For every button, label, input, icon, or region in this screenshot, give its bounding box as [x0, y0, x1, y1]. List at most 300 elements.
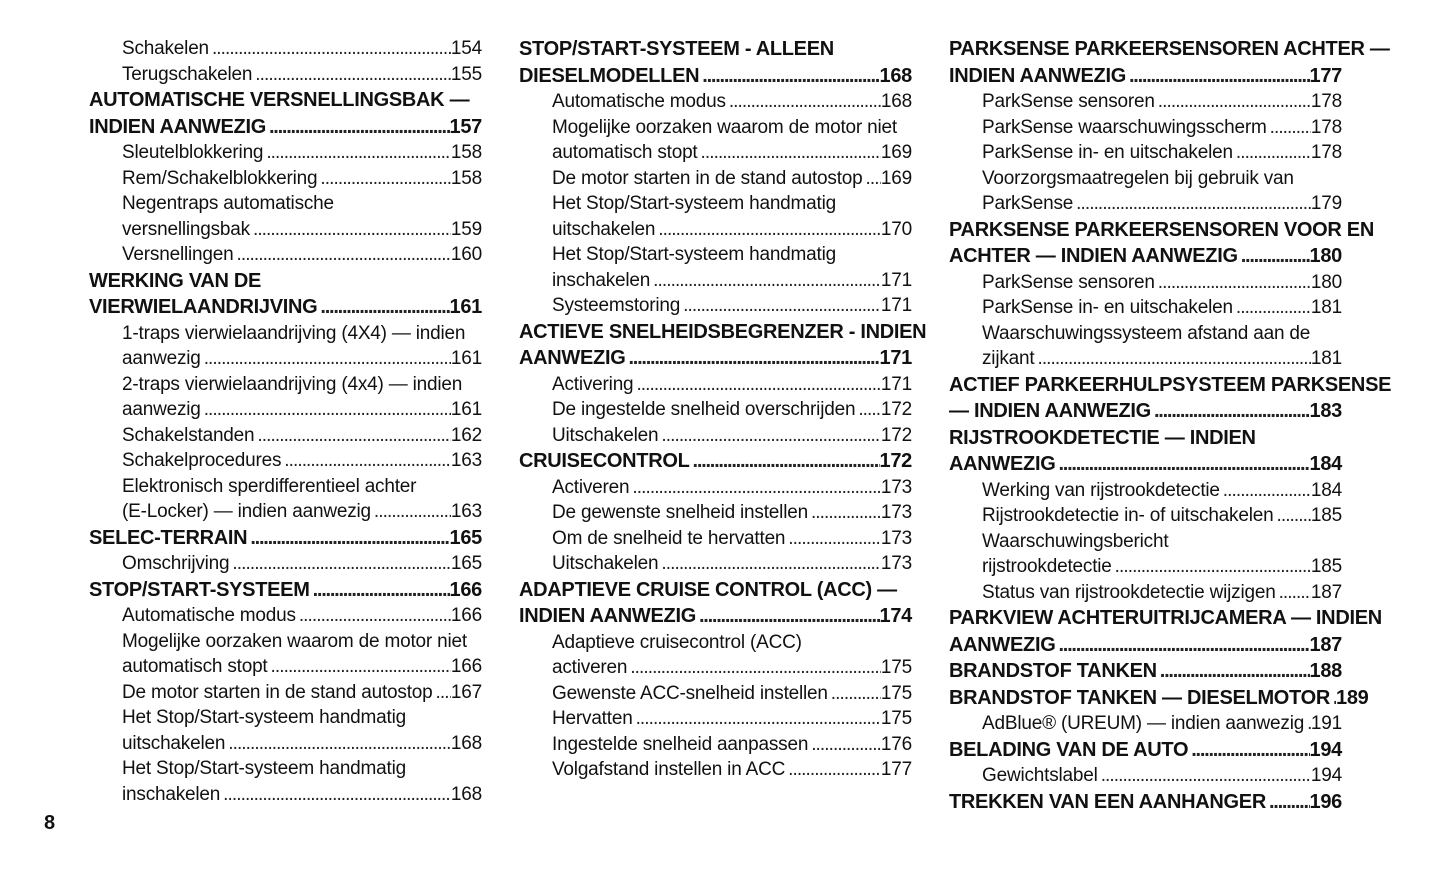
toc-entry-title: AUTOMATISCHE VERSNELLINGSBAK — [89, 89, 470, 111]
toc-entry-title: Mogelijke oorzaken waarom de motor niet [552, 116, 897, 138]
toc-entry-title: Ingestelde snelheid aanpassen [552, 733, 809, 755]
toc-subentry[interactable] [949, 89, 1342, 115]
toc-entry-title: Gewichtslabel [982, 765, 1098, 786]
toc-subentry[interactable] [519, 500, 912, 526]
toc-entry-line [949, 140, 1342, 166]
toc-entry-line [949, 658, 1342, 685]
dot-leader [250, 217, 451, 243]
toc-entry-line [949, 737, 1342, 764]
toc-subentry[interactable] [519, 293, 912, 319]
toc-entry-title: AANWEZIG [519, 347, 626, 369]
toc-entry-line [89, 680, 482, 706]
toc-entry-line [519, 191, 912, 217]
toc-entry-line [949, 270, 1342, 296]
dot-leader [317, 294, 449, 321]
toc-page-number: 184 [1310, 479, 1342, 501]
dot-leader [201, 346, 451, 372]
toc-page-number: 168 [450, 732, 482, 754]
toc-entry-line [949, 503, 1342, 529]
toc-entry-line [89, 423, 482, 449]
toc-entry-line [89, 217, 482, 243]
toc-subentry[interactable] [519, 732, 912, 758]
toc-entry-line [949, 115, 1342, 141]
toc-page-number: 171 [880, 373, 912, 395]
toc-entry-title: VIERWIELAANDRIJVING [89, 296, 318, 318]
toc-entry-title: Uitschakelen [552, 553, 659, 574]
toc-subentry[interactable] [519, 681, 912, 707]
toc-entry-line [519, 115, 912, 141]
toc-page-number: 187 [1310, 581, 1342, 603]
toc-entry-title: STOP/START-SYSTEEM - ALLEEN [519, 38, 834, 60]
toc-page-number: 185 [1310, 556, 1342, 577]
dot-leader [1188, 737, 1309, 764]
toc-entry-line [89, 731, 482, 757]
dot-leader [629, 475, 880, 501]
toc-entry-line [89, 654, 482, 680]
dot-leader [785, 757, 881, 783]
toc-section-entry[interactable] [519, 319, 927, 372]
dot-leader [808, 732, 881, 758]
toc-entry-title: AdBlue® (UREUM) — indien aanwezig [982, 713, 1305, 734]
toc-page-number: 172 [880, 424, 912, 446]
toc-page-number: 163 [450, 450, 482, 471]
toc-page-number: 177 [880, 759, 912, 780]
toc-entry-title: TREKKEN VAN EEN AANHANGER [949, 790, 1266, 813]
toc-entry-line [89, 551, 482, 577]
toc-entry-line [519, 319, 927, 346]
toc-entry-line [519, 551, 912, 577]
toc-subentry[interactable] [89, 321, 482, 372]
toc-entry-title: — INDIEN AANWEZIG [949, 400, 1151, 422]
toc-section-entry[interactable] [949, 217, 1374, 270]
toc-entry-line [949, 191, 1342, 217]
dot-leader [785, 526, 881, 552]
toc-page-number: 194 [1309, 738, 1342, 761]
dot-leader [247, 525, 449, 552]
toc-subentry[interactable] [89, 62, 482, 88]
dot-leader [263, 140, 451, 166]
dot-leader [433, 680, 451, 706]
dot-leader [625, 345, 879, 372]
toc-entry-title: WERKING VAN DE [89, 269, 262, 292]
toc-entry-line [89, 474, 482, 500]
toc-entry-line [519, 89, 912, 115]
toc-entry-line [89, 294, 482, 321]
toc-entry-title: Schakelprocedures [122, 450, 282, 471]
toc-entry-title: 2-traps vierwielaandrijving (4x4) — indien [122, 373, 463, 395]
toc-subentry[interactable] [89, 448, 482, 474]
toc-entry-line [89, 397, 482, 423]
toc-page-number: 171 [879, 347, 912, 369]
toc-subentry[interactable] [949, 580, 1342, 606]
toc-entry-line [949, 580, 1342, 606]
dot-leader [658, 423, 881, 449]
dot-leader [650, 268, 881, 294]
toc-page-number: 178 [1310, 142, 1342, 163]
toc-subentry[interactable] [519, 242, 912, 293]
dot-leader [209, 36, 451, 62]
toc-entry-line [949, 372, 1392, 399]
toc-entry-line [89, 372, 482, 398]
toc-page-number: 163 [450, 501, 482, 522]
toc-page-number: 170 [880, 218, 912, 240]
toc-page-number: 181 [1310, 297, 1342, 318]
toc-subentry[interactable] [519, 551, 912, 577]
toc-entry-title: Waarschuwingsbericht [982, 530, 1169, 552]
toc-entry-title: Status van rijstrookdetectie wijzigen [982, 581, 1276, 603]
toc-entry-line [519, 500, 912, 526]
toc-subentry[interactable] [519, 526, 912, 552]
dot-leader [1112, 554, 1311, 580]
toc-section-entry[interactable] [519, 577, 912, 630]
toc-page-number: 185 [1310, 505, 1342, 526]
toc-entry-title: Elektronisch sperdifferentieel achter [122, 475, 417, 497]
toc-entry-title: Gewenste ACC-snelheid instellen [552, 682, 828, 704]
toc-subentry[interactable] [519, 191, 912, 242]
toc-subentry[interactable] [519, 630, 912, 681]
dot-leader [266, 114, 450, 141]
toc-page-number: 169 [880, 142, 912, 163]
toc-subentry[interactable] [949, 478, 1342, 504]
toc-entry-line [89, 448, 482, 474]
toc-entry-line [519, 217, 912, 243]
toc-entry-line [519, 423, 912, 449]
dot-leader [828, 681, 881, 707]
toc-subentry[interactable] [519, 115, 912, 166]
dot-leader [317, 166, 450, 192]
toc-subentry[interactable] [949, 270, 1342, 296]
toc-page-number: 173 [880, 527, 912, 549]
toc-section-entry[interactable] [89, 577, 482, 604]
toc-subentry[interactable] [519, 166, 912, 192]
toc-entry-line [519, 630, 912, 656]
toc-entry-line [519, 140, 912, 166]
toc-subentry[interactable] [89, 191, 482, 242]
toc-entry-title: Het Stop/Start-systeem handmatig [122, 707, 407, 728]
toc-section-entry[interactable] [519, 448, 912, 475]
dot-leader [1055, 632, 1309, 659]
dot-leader [1304, 711, 1311, 737]
toc-entry-title: Rijstrookdetectie in- of uitschakelen [982, 505, 1274, 526]
dot-leader [229, 551, 450, 577]
toc-entry-title: aanwezig [122, 399, 201, 420]
dot-leader [1267, 115, 1311, 141]
toc-entry-title: Schakelstanden [122, 424, 255, 446]
toc-entry-line [519, 706, 912, 732]
dot-leader [1126, 63, 1310, 90]
toc-entry-title: Het Stop/Start-systeem handmatig [552, 193, 837, 214]
dot-leader [1157, 658, 1310, 685]
toc-page-number: 165 [449, 526, 482, 549]
toc-entry-title: zijkant [982, 348, 1035, 369]
toc-entry-line [519, 577, 912, 604]
toc-entry-title: Schakelen [122, 38, 209, 59]
toc-entry-title: BELADING VAN DE AUTO [949, 738, 1189, 761]
dot-leader [296, 603, 451, 629]
toc-section-entry[interactable] [949, 372, 1392, 425]
toc-entry-title: ADAPTIEVE CRUISE CONTROL (ACC) — [519, 578, 897, 601]
toc-entry-line [519, 526, 912, 552]
toc-page-number: 184 [1309, 453, 1342, 475]
toc-subentry[interactable] [519, 89, 912, 115]
toc-subentry[interactable] [949, 321, 1342, 372]
toc-entry-line [89, 705, 482, 731]
toc-entry-title: Systeemstoring [552, 295, 681, 316]
toc-entry-line [519, 681, 912, 707]
toc-entry-title: Terugschakelen [122, 63, 253, 85]
toc-entry-title: INDIEN AANWEZIG [519, 605, 696, 627]
toc-entry-title: ACTIEVE SNELHEIDSBEGRENZER - INDIEN [519, 320, 927, 343]
toc-entry-line [519, 397, 912, 423]
toc-entry-title: inschakelen [122, 783, 221, 805]
dot-leader [1233, 295, 1311, 321]
dot-leader [1233, 140, 1311, 166]
toc-entry-line [949, 605, 1382, 632]
toc-entry-title: ParkSense waarschuwingsscherm [982, 116, 1267, 138]
toc-subentry[interactable] [89, 36, 482, 62]
dot-leader [690, 448, 880, 475]
toc-entry-title: PARKSENSE PARKEERSENSOREN VOOR EN [949, 218, 1374, 241]
toc-section-entry[interactable] [519, 36, 912, 89]
toc-page-number: 166 [450, 656, 482, 677]
toc-subentry[interactable] [89, 629, 482, 680]
toc-entry-line [519, 242, 912, 268]
toc-page-number: 179 [1310, 193, 1342, 214]
toc-entry-title: ParkSense sensoren [982, 91, 1155, 112]
toc-entry-title: Het Stop/Start-systeem handmatig [552, 244, 837, 265]
toc-section-entry[interactable] [89, 525, 482, 552]
toc-section-entry[interactable] [949, 425, 1342, 478]
dot-leader [371, 499, 451, 525]
toc-entry-title: Om de snelheid te hervatten [552, 527, 786, 549]
toc-entry-line [949, 529, 1342, 555]
toc-entry-title: Activeren [552, 476, 630, 498]
toc-subentry[interactable] [519, 706, 912, 732]
toc-entry-line [949, 763, 1342, 789]
toc-entry-line [89, 36, 482, 62]
toc-subentry[interactable] [949, 115, 1342, 141]
toc-page-number: 183 [1309, 400, 1342, 422]
toc-subentry[interactable] [519, 397, 912, 423]
toc-entry-title: Automatische modus [552, 91, 726, 112]
toc-page-number: 175 [880, 708, 912, 729]
dot-leader [220, 782, 451, 808]
dot-leader [1220, 478, 1311, 504]
toc-page-number: 155 [450, 63, 482, 85]
toc-entry-title: Versnellingen [122, 244, 234, 265]
dot-leader [699, 63, 879, 90]
toc-page-number: 189 [1336, 686, 1369, 709]
toc-page-number: 174 [879, 605, 912, 627]
toc-page-number: 166 [449, 578, 482, 601]
toc-subentry[interactable] [949, 503, 1342, 529]
toc-subentry[interactable] [519, 757, 912, 783]
toc-page-number: 158 [450, 142, 482, 163]
toc-entry-line [89, 114, 482, 141]
toc-entry-line [949, 789, 1342, 816]
toc-entry-title: DIESELMODELLEN [519, 64, 700, 87]
toc-entry-line [949, 632, 1342, 659]
toc-subentry[interactable] [949, 140, 1342, 166]
toc-entry-title: RIJSTROOKDETECTIE — INDIEN [949, 426, 1256, 449]
toc-entry-title: Omschrijving [122, 553, 230, 574]
toc-entry-title: Voorzorgsmaatregelen bij gebruik van [982, 167, 1294, 189]
toc-page-number: 161 [450, 348, 482, 369]
toc-entry-title: Volgafstand instellen in ACC [552, 759, 786, 780]
toc-entry-title: INDIEN AANWEZIG [949, 64, 1126, 87]
toc-section-entry[interactable] [949, 737, 1342, 764]
dot-leader [252, 62, 451, 88]
toc-entry-line [89, 140, 482, 166]
dot-leader [1238, 243, 1310, 270]
toc-entry-title: SELEC-TERRAIN [89, 526, 248, 549]
toc-entry-line [519, 603, 912, 630]
toc-page-number: 177 [1309, 64, 1342, 87]
toc-entry-title: automatisch stopt [122, 656, 268, 677]
toc-column-1 [89, 36, 482, 807]
toc-entry-line [949, 346, 1342, 372]
toc-page-number: 159 [450, 218, 482, 240]
toc-entry-line [519, 63, 912, 90]
toc-section-entry[interactable] [949, 658, 1342, 685]
toc-page-number: 157 [449, 115, 482, 138]
dot-leader [1155, 89, 1311, 115]
toc-page-number: 171 [880, 295, 912, 316]
toc-entry-title: ACTIEF PARKEERHULPSYSTEEM PARKSENSE [949, 373, 1392, 396]
toc-entry-line [519, 345, 912, 372]
toc-entry-title: aanwezig [122, 348, 201, 369]
toc-entry-line [949, 685, 1369, 712]
toc-entry-line [89, 629, 482, 655]
toc-column-2 [519, 36, 927, 783]
toc-page-number: 160 [450, 244, 482, 265]
toc-entry-title: ParkSense sensoren [982, 271, 1155, 293]
toc-subentry[interactable] [519, 372, 912, 398]
toc-subentry[interactable] [949, 295, 1342, 321]
toc-entry-title: INDIEN AANWEZIG [89, 115, 266, 138]
toc-entry-line [519, 166, 912, 192]
toc-entry-title: automatisch stopt [552, 142, 698, 163]
toc-entry-title: De ingestelde snelheid overschrijden [552, 399, 856, 420]
toc-subentry[interactable] [89, 474, 482, 525]
toc-entry-line [949, 554, 1342, 580]
toc-entry-title: Het Stop/Start-systeem handmatig [122, 758, 407, 779]
toc-entry-line [519, 448, 912, 475]
toc-subentry[interactable] [949, 711, 1342, 737]
toc-entry-title: inschakelen [552, 269, 651, 291]
toc-entry-line [519, 293, 912, 319]
toc-page-number: 178 [1310, 116, 1342, 138]
toc-entry-title: Uitschakelen [552, 424, 659, 446]
toc-page-number: 194 [1310, 765, 1342, 786]
toc-entry-title: STOP/START-SYSTEEM [89, 578, 310, 601]
toc-section-entry[interactable] [89, 268, 482, 321]
toc-entry-line [89, 756, 482, 782]
toc-entry-line [949, 711, 1342, 737]
toc-page-number: 161 [449, 296, 482, 318]
toc-subentry[interactable] [949, 763, 1342, 789]
toc-entry-line [519, 655, 912, 681]
toc-subentry[interactable] [89, 372, 482, 423]
toc-entry-line [519, 36, 912, 63]
toc-page-number: 162 [450, 424, 482, 446]
toc-page-number: 176 [880, 733, 912, 755]
toc-section-entry[interactable] [949, 685, 1369, 712]
toc-entry-title: Adaptieve cruisecontrol (ACC) [552, 631, 802, 653]
dot-leader [233, 242, 450, 268]
toc-entry-title: 1-traps vierwielaandrijving (4X4) — indien [122, 322, 466, 344]
toc-entry-line [949, 478, 1342, 504]
toc-subentry[interactable] [519, 423, 912, 449]
toc-page-number: 180 [1309, 245, 1342, 267]
toc-subentry[interactable] [949, 166, 1342, 217]
dot-leader [633, 372, 880, 398]
toc-entry-line [89, 525, 482, 552]
toc-entry-title: Mogelijke oorzaken waarom de motor niet [122, 630, 467, 652]
toc-entry-line [519, 372, 912, 398]
dot-leader [1151, 398, 1310, 425]
dot-leader [1273, 503, 1310, 529]
dot-leader [1098, 763, 1311, 789]
dot-leader [1266, 789, 1310, 816]
toc-section-entry[interactable] [89, 87, 482, 140]
toc-page-number: 166 [450, 605, 482, 626]
toc-page-number: 173 [880, 476, 912, 498]
toc-entry-line [89, 166, 482, 192]
toc-entry-title: rijstrookdetectie [982, 556, 1112, 577]
toc-subentry[interactable] [89, 680, 482, 706]
toc-entry-title: Hervatten [552, 708, 633, 729]
toc-subentry[interactable] [89, 551, 482, 577]
toc-subentry[interactable] [89, 603, 482, 629]
toc-subentry[interactable] [89, 166, 482, 192]
toc-page-number: 172 [879, 450, 912, 472]
toc-entry-line [949, 36, 1390, 63]
dot-leader [281, 448, 451, 474]
toc-section-entry[interactable] [949, 36, 1390, 89]
toc-entry-line [949, 217, 1374, 244]
toc-subentry[interactable] [519, 475, 912, 501]
toc-section-entry[interactable] [949, 789, 1342, 816]
toc-entry-line [519, 757, 912, 783]
dot-leader [855, 397, 881, 423]
dot-leader [1055, 451, 1309, 478]
toc-subentry[interactable] [89, 242, 482, 268]
toc-entry-title: Waarschuwingssysteem afstand aan de [982, 322, 1311, 344]
toc-page-number: 175 [880, 682, 912, 704]
toc-subentry[interactable] [89, 705, 482, 756]
toc-subentry[interactable] [89, 423, 482, 449]
toc-subentry[interactable] [949, 529, 1342, 580]
toc-entry-title: Automatische modus [122, 605, 296, 626]
toc-entry-title: (E-Locker) — indien aanwezig [122, 501, 371, 522]
dot-leader [225, 731, 451, 757]
toc-entry-title: De gewenste snelheid instellen [552, 502, 808, 523]
toc-entry-title: Rem/Schakelblokkering [122, 167, 318, 189]
toc-page-number: 196 [1309, 790, 1342, 813]
toc-entry-line [949, 295, 1342, 321]
toc-subentry[interactable] [89, 140, 482, 166]
dot-leader [268, 654, 451, 680]
toc-entry-title: De motor starten in de stand autostop [552, 167, 863, 189]
dot-leader [254, 423, 450, 449]
toc-page-number: 175 [880, 657, 912, 678]
toc-entry-title: Activering [552, 373, 634, 395]
toc-entry-line [519, 732, 912, 758]
toc-section-entry[interactable] [949, 605, 1382, 658]
toc-subentry[interactable] [89, 756, 482, 807]
toc-entry-line [949, 89, 1342, 115]
